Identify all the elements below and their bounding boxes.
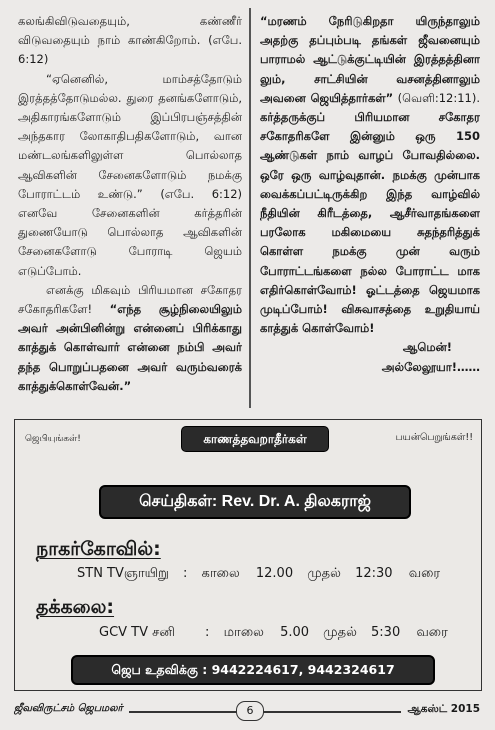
left-paragraph-1: கலங்கிவிடுவதையும், கண்ணீர் விடுவதையும் நாம் காண்கிறோம். (எபே. 6:12) [18,14,242,67]
right-column [260,12,480,397]
amen-text: ஆமென்! [402,340,452,355]
page-number: 6 [236,701,264,721]
tag-benefit: பயன்பெறுங்கள்!! [395,432,473,443]
right-quote-revelation: “மரணம் நேரிடுகிறதா யிருந்தாலும் அதற்கு தப்பும்படி தங்கள் ஜீவனையும் பாராமல் ஆட்டுக்குட்டியின் இரத்தத்தினா லும், சாட்சியின் வசனத்தினாலும் அவனை ஜெயித்தார்கள்” (வெளி:12:11). கர்த்தருக்குப் பிரியமான சகோதர சகோதரிகளே இன்னும் ஒரு 150 ஆண்டுகள் நாம் வாழப் போவதில்லை. ஒரே ஒரு வாழ்வுதான். நமக்கு முன்பாக வைக்கப்பட்டிருக்கிற இந்த வாழ்வில் நீதியின் கிரீடத்தை, ஆசீர்வாதங்களை பரலோக மகிமையை சுதந்தரித்துக் கொள்ள நமக்கு முன் வரும் போராட்டங்களை நல்ல போராட்ட மாக எதிர்கொள்வோம்! ஓட்டத்தை ஜெயமாக முடிப்போம்! விசுவாசத்தை உறுதியாய் காத்துக் கொள்வோம்! [260,14,480,336]
city-nagercoil: நாகர்கோவில்: [36,538,161,560]
issue-date: ஆகஸ்ட் 2015 [401,703,480,716]
dont-miss-banner: காணத்தவறாதீர்கள் [181,426,329,452]
city-thuckalay: தக்கலை: [36,596,115,618]
page-footer [14,701,480,723]
hallelujah-text: அல்லேலூயா!…… [381,359,480,374]
tag-pray: ஜெபியுங்கள்! [25,434,81,444]
schedule-nagercoil: STN TVஞாயிறு : காலை 12.00 முதல் 12:30 வரை [77,566,441,581]
left-column [18,12,242,412]
schedule-thuckalay: GCV TV சனி : மாலை 5.00 முதல் 5:30 வரை [99,625,448,640]
left-quote-ephesians: “ஏனெனில், மாம்சத்தோடும் இரத்தத்தோடுமல்ல. துரை தனங்களோடும், அதிகாரங்களோடும் இப்பிரபஞ்சத்தின் அந்தகார லோகாதிபதிகளோடும், வான மண்டலங்களிலுள்ள பொல்லாத ஆவிகளின் சேனைகளோடும் நமக்கு போராட்டம் உண்டு.” (எபே. 6:12) எனவே சேனைகளின் கர்த்தரின் துணையோடு பொல்லாத ஆவிகளின் சேனைகளோடு போராடி ஜெயம் எடுப்போம். [18,71,242,278]
speaker-banner: செய்திகள்: Rev. Dr. A. திலகராஜ் [99,485,411,519]
left-paragraph-3: எனக்கு மிகவும் பிரியமான சகோதர சகோதரிகளே! “எந்த சூழ்நிலையிலும் அவர் அன்பினின்று என்னைப் பிரிக்காது காத்துக் கொள்வார் என்னை நம்பி அவர் தந்த பொறுப்பதனை அவர் வரும்வரைக் காத்துக்கொள்வேன்.” [18,282,242,393]
magazine-name: ஜீவவிருட்சம் ஜெபமலர் [14,703,129,715]
column-divider [249,8,251,408]
tv-program-box [14,419,482,691]
prayer-helpline-banner: ஜெப உதவிக்கு : 9442224617, 9442324617 [71,655,435,685]
